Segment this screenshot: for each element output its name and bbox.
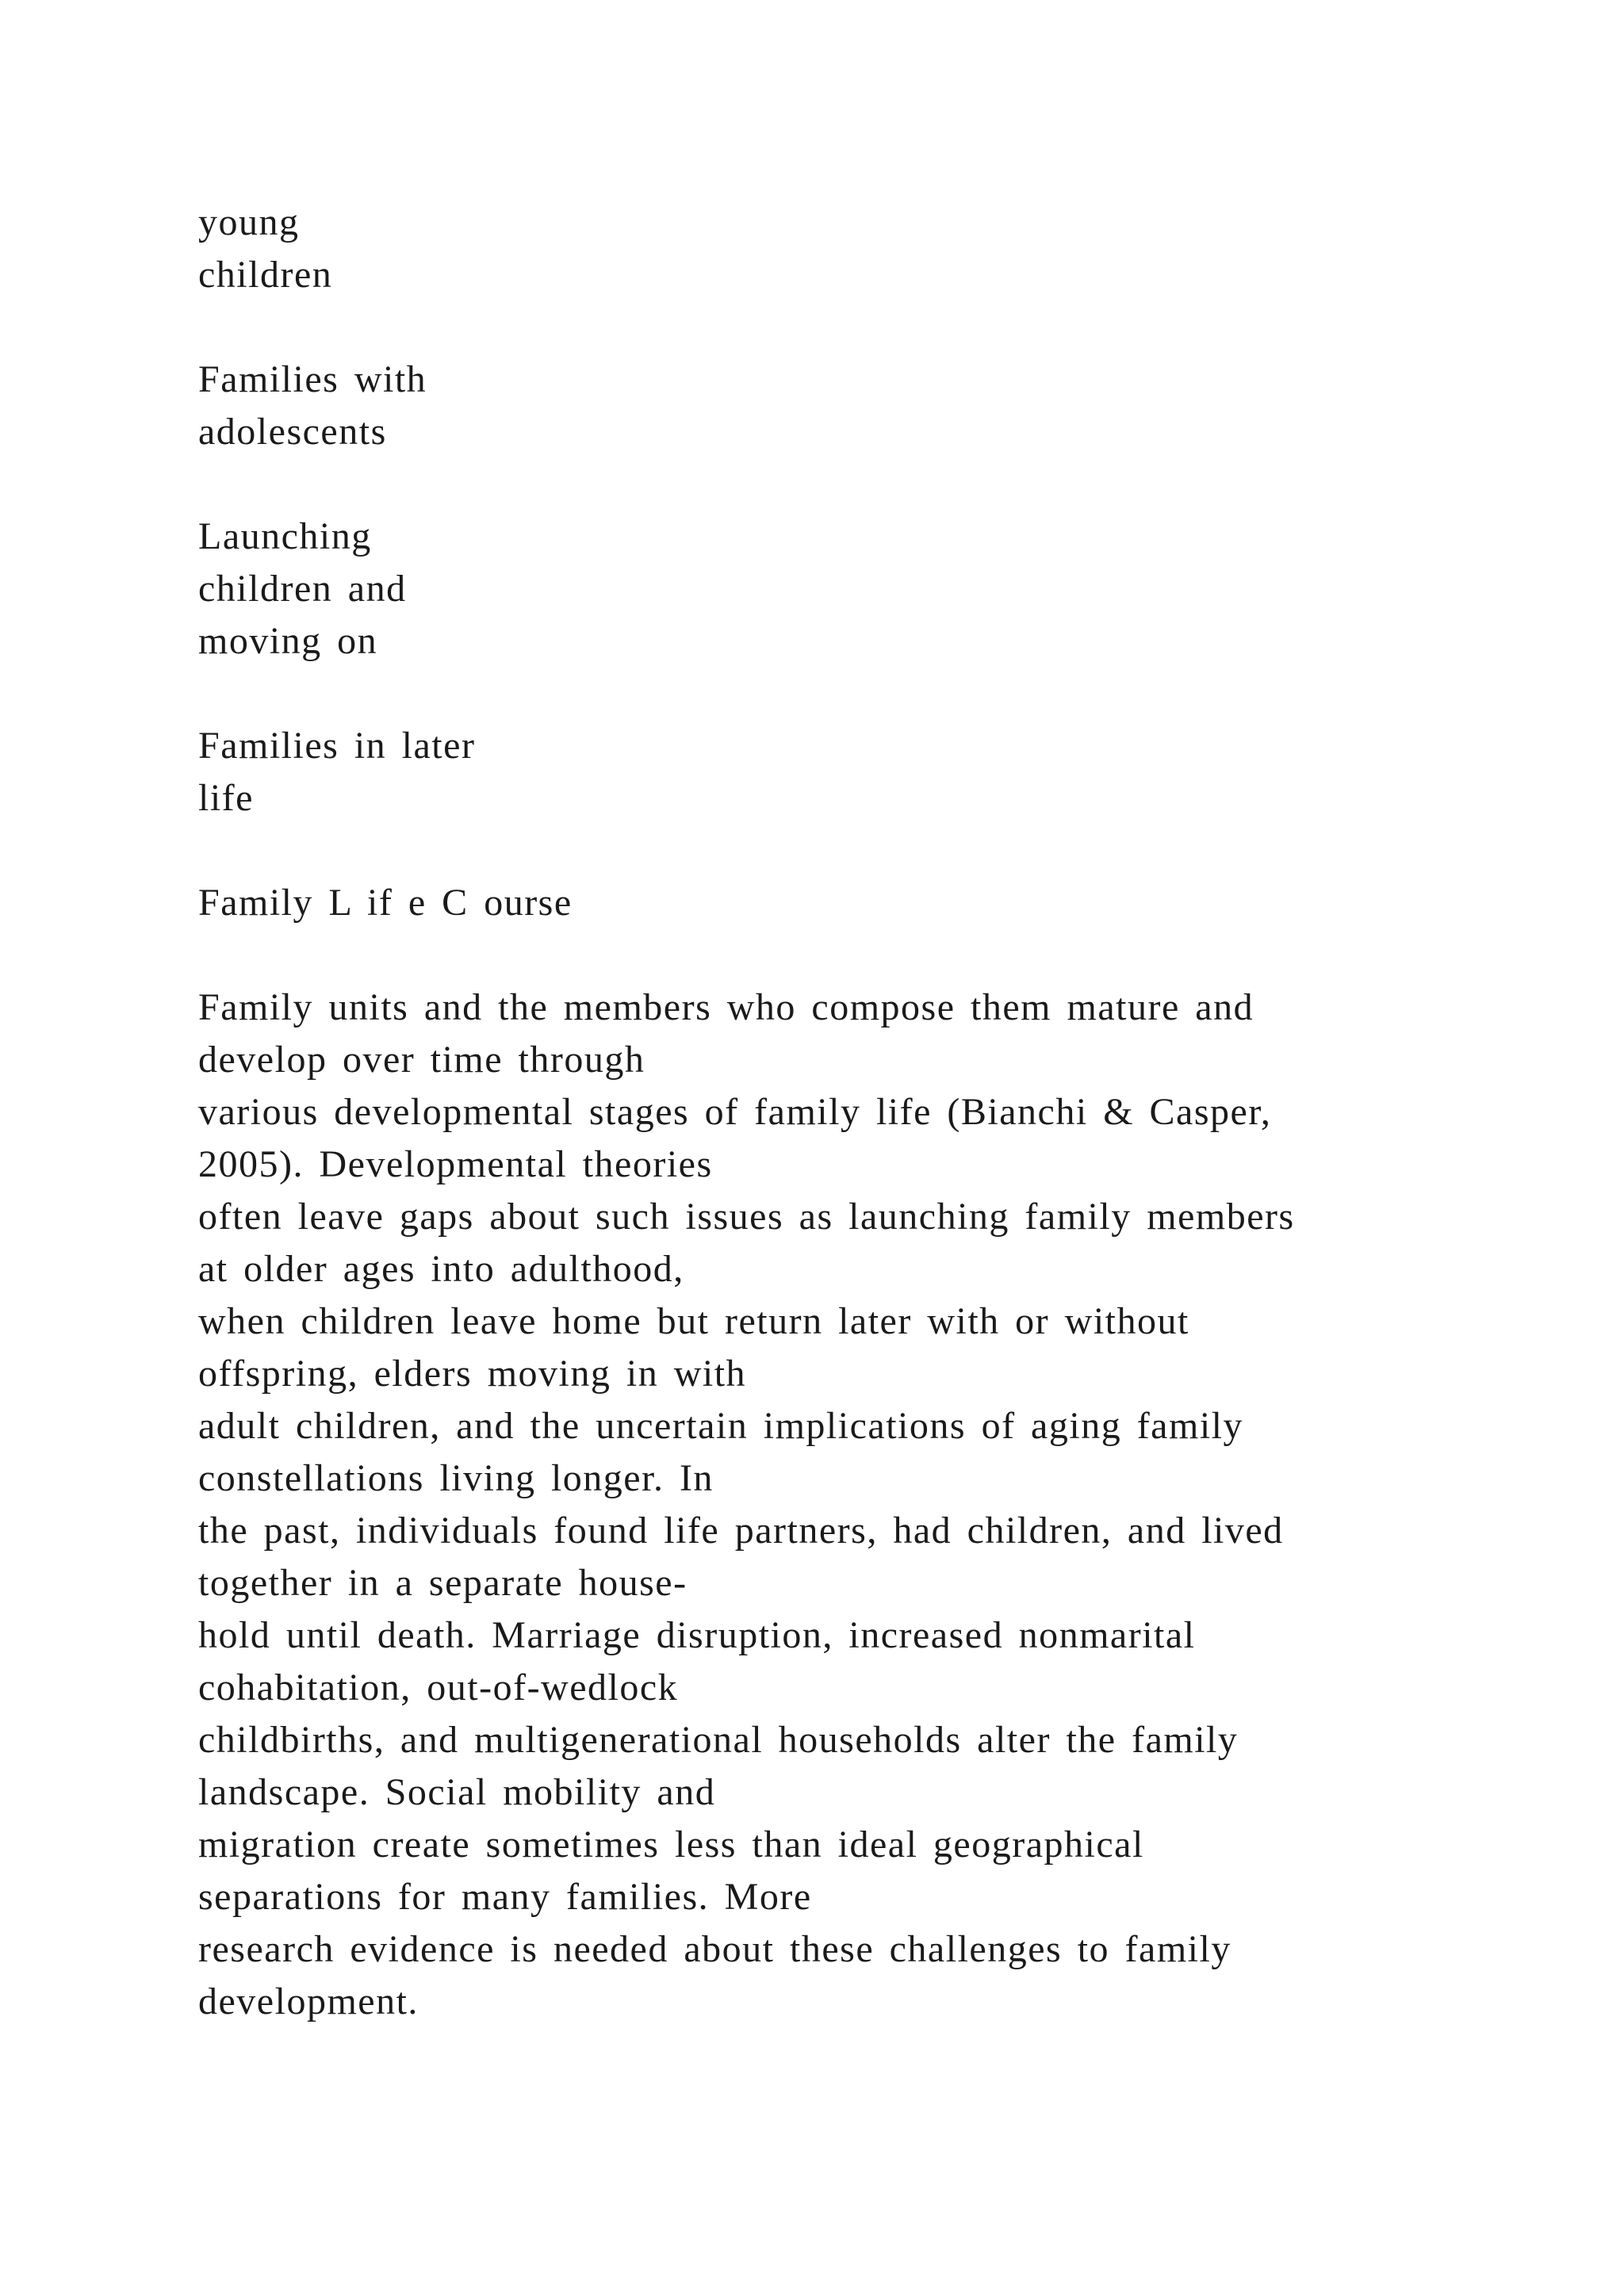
body-line: various developmental stages of family life (Bianchi & Casper, bbox=[198, 1091, 1272, 1133]
text-line: children and bbox=[198, 568, 407, 610]
body-line: migration create sometimes less than ideal geographical bbox=[198, 1823, 1144, 1866]
text-line: life bbox=[198, 777, 254, 819]
body-line: constellations living longer. In bbox=[198, 1457, 714, 1499]
body-line: development. bbox=[198, 1980, 419, 2022]
body-line: childbirths, and multigenerational households alter the family bbox=[198, 1719, 1239, 1761]
body-line: often leave gaps about such issues as launching family members bbox=[198, 1196, 1295, 1238]
stage-label-later-life bbox=[198, 720, 1507, 825]
body-line: offspring, elders moving in with bbox=[198, 1353, 747, 1395]
body-line: hold until death. Marriage disruption, increased nonmarital bbox=[198, 1614, 1196, 1656]
stage-label-launching bbox=[198, 511, 1507, 668]
text-line: Launching bbox=[198, 515, 372, 557]
body-line: the past, individuals found life partners, had children, and lived bbox=[198, 1510, 1284, 1552]
stage-label-adolescents bbox=[198, 354, 1507, 458]
document-text bbox=[198, 197, 1507, 2080]
body-line: together in a separate house- bbox=[198, 1562, 688, 1604]
section-heading bbox=[198, 877, 1507, 929]
body-line: landscape. Social mobility and bbox=[198, 1771, 716, 1813]
text-line: children bbox=[198, 254, 333, 296]
body-line: Family units and the members who compose them mature and bbox=[198, 986, 1254, 1028]
text-line: moving on bbox=[198, 620, 378, 662]
text-line: young bbox=[198, 201, 300, 243]
body-line: adult children, and the uncertain implications of aging family bbox=[198, 1405, 1243, 1447]
text-line: Families with bbox=[198, 358, 427, 400]
body-line: 2005). Developmental theories bbox=[198, 1143, 713, 1185]
body-paragraph bbox=[198, 982, 1507, 2028]
text-line: Families in later bbox=[198, 725, 476, 767]
body-line: at older ages into adulthood, bbox=[198, 1248, 684, 1290]
body-line: develop over time through bbox=[198, 1039, 645, 1081]
body-line: research evidence is needed about these challenges to family bbox=[198, 1928, 1231, 1970]
text-line: adolescents bbox=[198, 411, 387, 453]
body-line: cohabitation, out-of-wedlock bbox=[198, 1667, 679, 1709]
body-line: separations for many families. More bbox=[198, 1876, 812, 1918]
heading-text: Family L if e C ourse bbox=[198, 882, 573, 924]
stage-label-young-children bbox=[198, 197, 1507, 301]
body-line: when children leave home but return later with or without bbox=[198, 1300, 1189, 1342]
